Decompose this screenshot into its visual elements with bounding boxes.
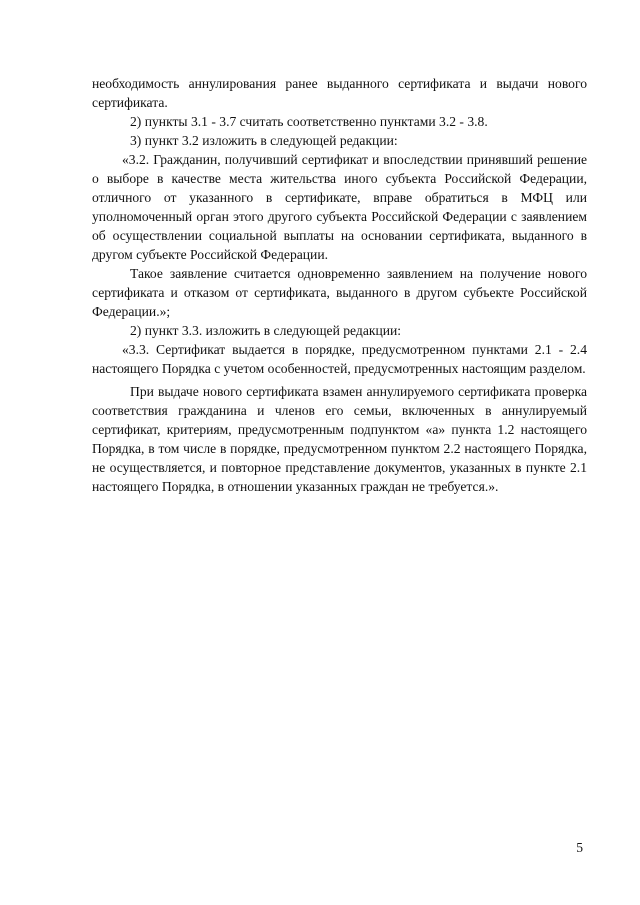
paragraph-new-certificate: При выдаче нового сертификата взамен аннулируемого сертификата проверка соответствия гражданина и членов его семьи, включенных в аннулируемый сертификат, критериям, предусмотренным подпунктом «а» пункта 1.2 настоящего Порядка, в том числе в порядке, предусмотренном пунктом 2.2 настоящего Порядка, не осуществляется, и повторное представление документов, указанных в пункте 2.1 настоящего Порядка, в отношении указанных граждан не требуется.». <box>92 384 587 494</box>
paragraph-item-renumber: 2) пункты 3.1 - 3.7 считать соответственно пунктами 3.2 - 3.8. <box>130 114 488 129</box>
page-number: 5 <box>576 840 583 855</box>
document-body <box>92 74 587 496</box>
paragraph-continuation: необходимость аннулирования ранее выданного сертификата и выдачи нового сертификата. <box>92 76 587 110</box>
paragraph-application-note: Такое заявление считается одновременно заявлением на получение нового сертификата и отказом от сертификата, выданного в другом субъекте Российской Федерации.»; <box>92 266 587 319</box>
paragraph-quote-3-2: «3.2. Гражданин, получивший сертификат и впоследствии принявший решение о выборе в качестве места жительства иного субъекта Российской Федерации, отличного от указанного в сертификате, вправе обратиться в МФЦ или уполномоченный орган этого другого субъекта Российской Федерации с заявлением об осуществлении социальной выплаты на основании сертификата, выданного в другом субъекте Российской Федерации. <box>92 152 587 262</box>
paragraph-item-3-3-intro: 2) пункт 3.3. изложить в следующей редакции: <box>130 323 402 338</box>
paragraph-quote-3-3: «3.3. Сертификат выдается в порядке, предусмотренном пунктами 2.1 - 2.4 настоящего Порядка с учетом особенностей, предусмотренных настоящим разделом. <box>92 342 587 376</box>
paragraph-item-3-2-intro: 3) пункт 3.2 изложить в следующей редакции: <box>130 133 398 148</box>
